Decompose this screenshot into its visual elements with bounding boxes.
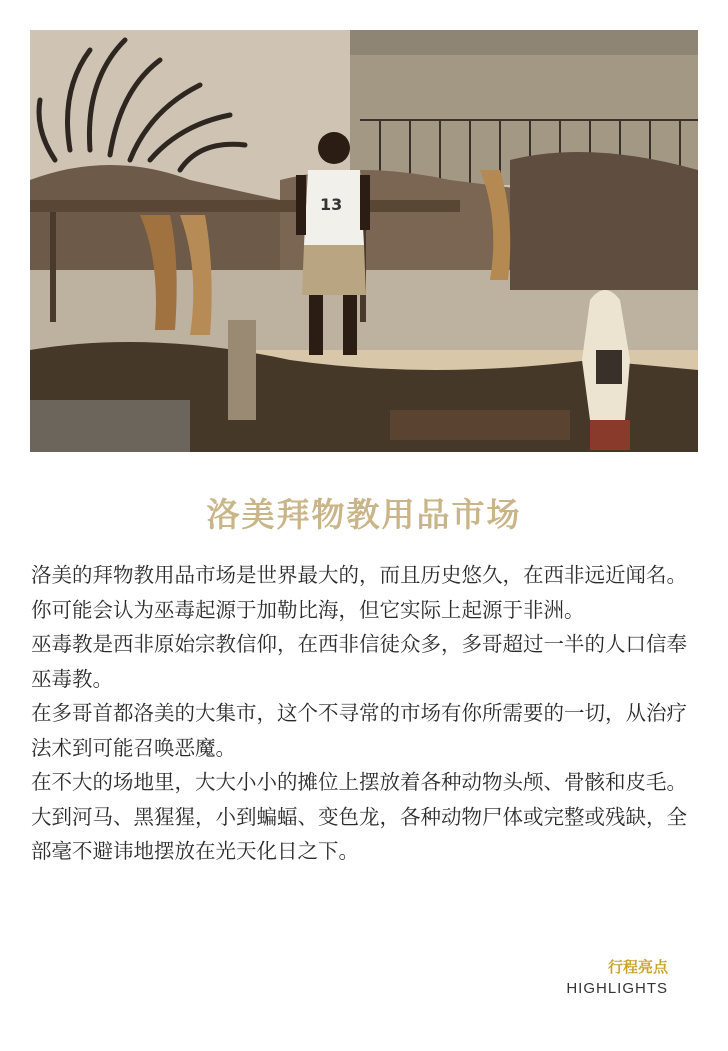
article-paragraph: 巫毒教是西非原始宗教信仰，在西非信徒众多，多哥超过一半的人口信奉巫毒教。 — [31, 632, 687, 691]
article-paragraph: 在不大的场地里，大大小小的摊位上摆放着各种动物头颅、骨骸和皮毛。大到河马、黑猩猩，小到蝙蝠、变色龙，各种动物尸体或完整或残缺，全部毫不避讳地摆放在光天化日之下。 — [31, 770, 687, 863]
article-title: 洛美拜物教用品市场 — [206, 495, 522, 534]
highlights-cn: 行程亮点 — [607, 958, 668, 976]
highlights-en: HIGHLIGHTS — [566, 980, 668, 997]
article-paragraph: 洛美的拜物教用品市场是世界最大的，而且历史悠久，在西非远近闻名。 — [31, 563, 687, 587]
article-paragraph: 你可能会认为巫毒起源于加勒比海，但它实际上起源于非洲。 — [31, 597, 585, 622]
market-photo — [30, 30, 698, 452]
article-paragraph: 在多哥首都洛美的大集市，这个不寻常的市场有你所需要的一切，从治疗法术到可能召唤恶魔。 — [31, 701, 687, 760]
highlights-label — [566, 956, 668, 1000]
shirt-number: 13 — [320, 195, 343, 214]
article-body — [31, 558, 703, 869]
